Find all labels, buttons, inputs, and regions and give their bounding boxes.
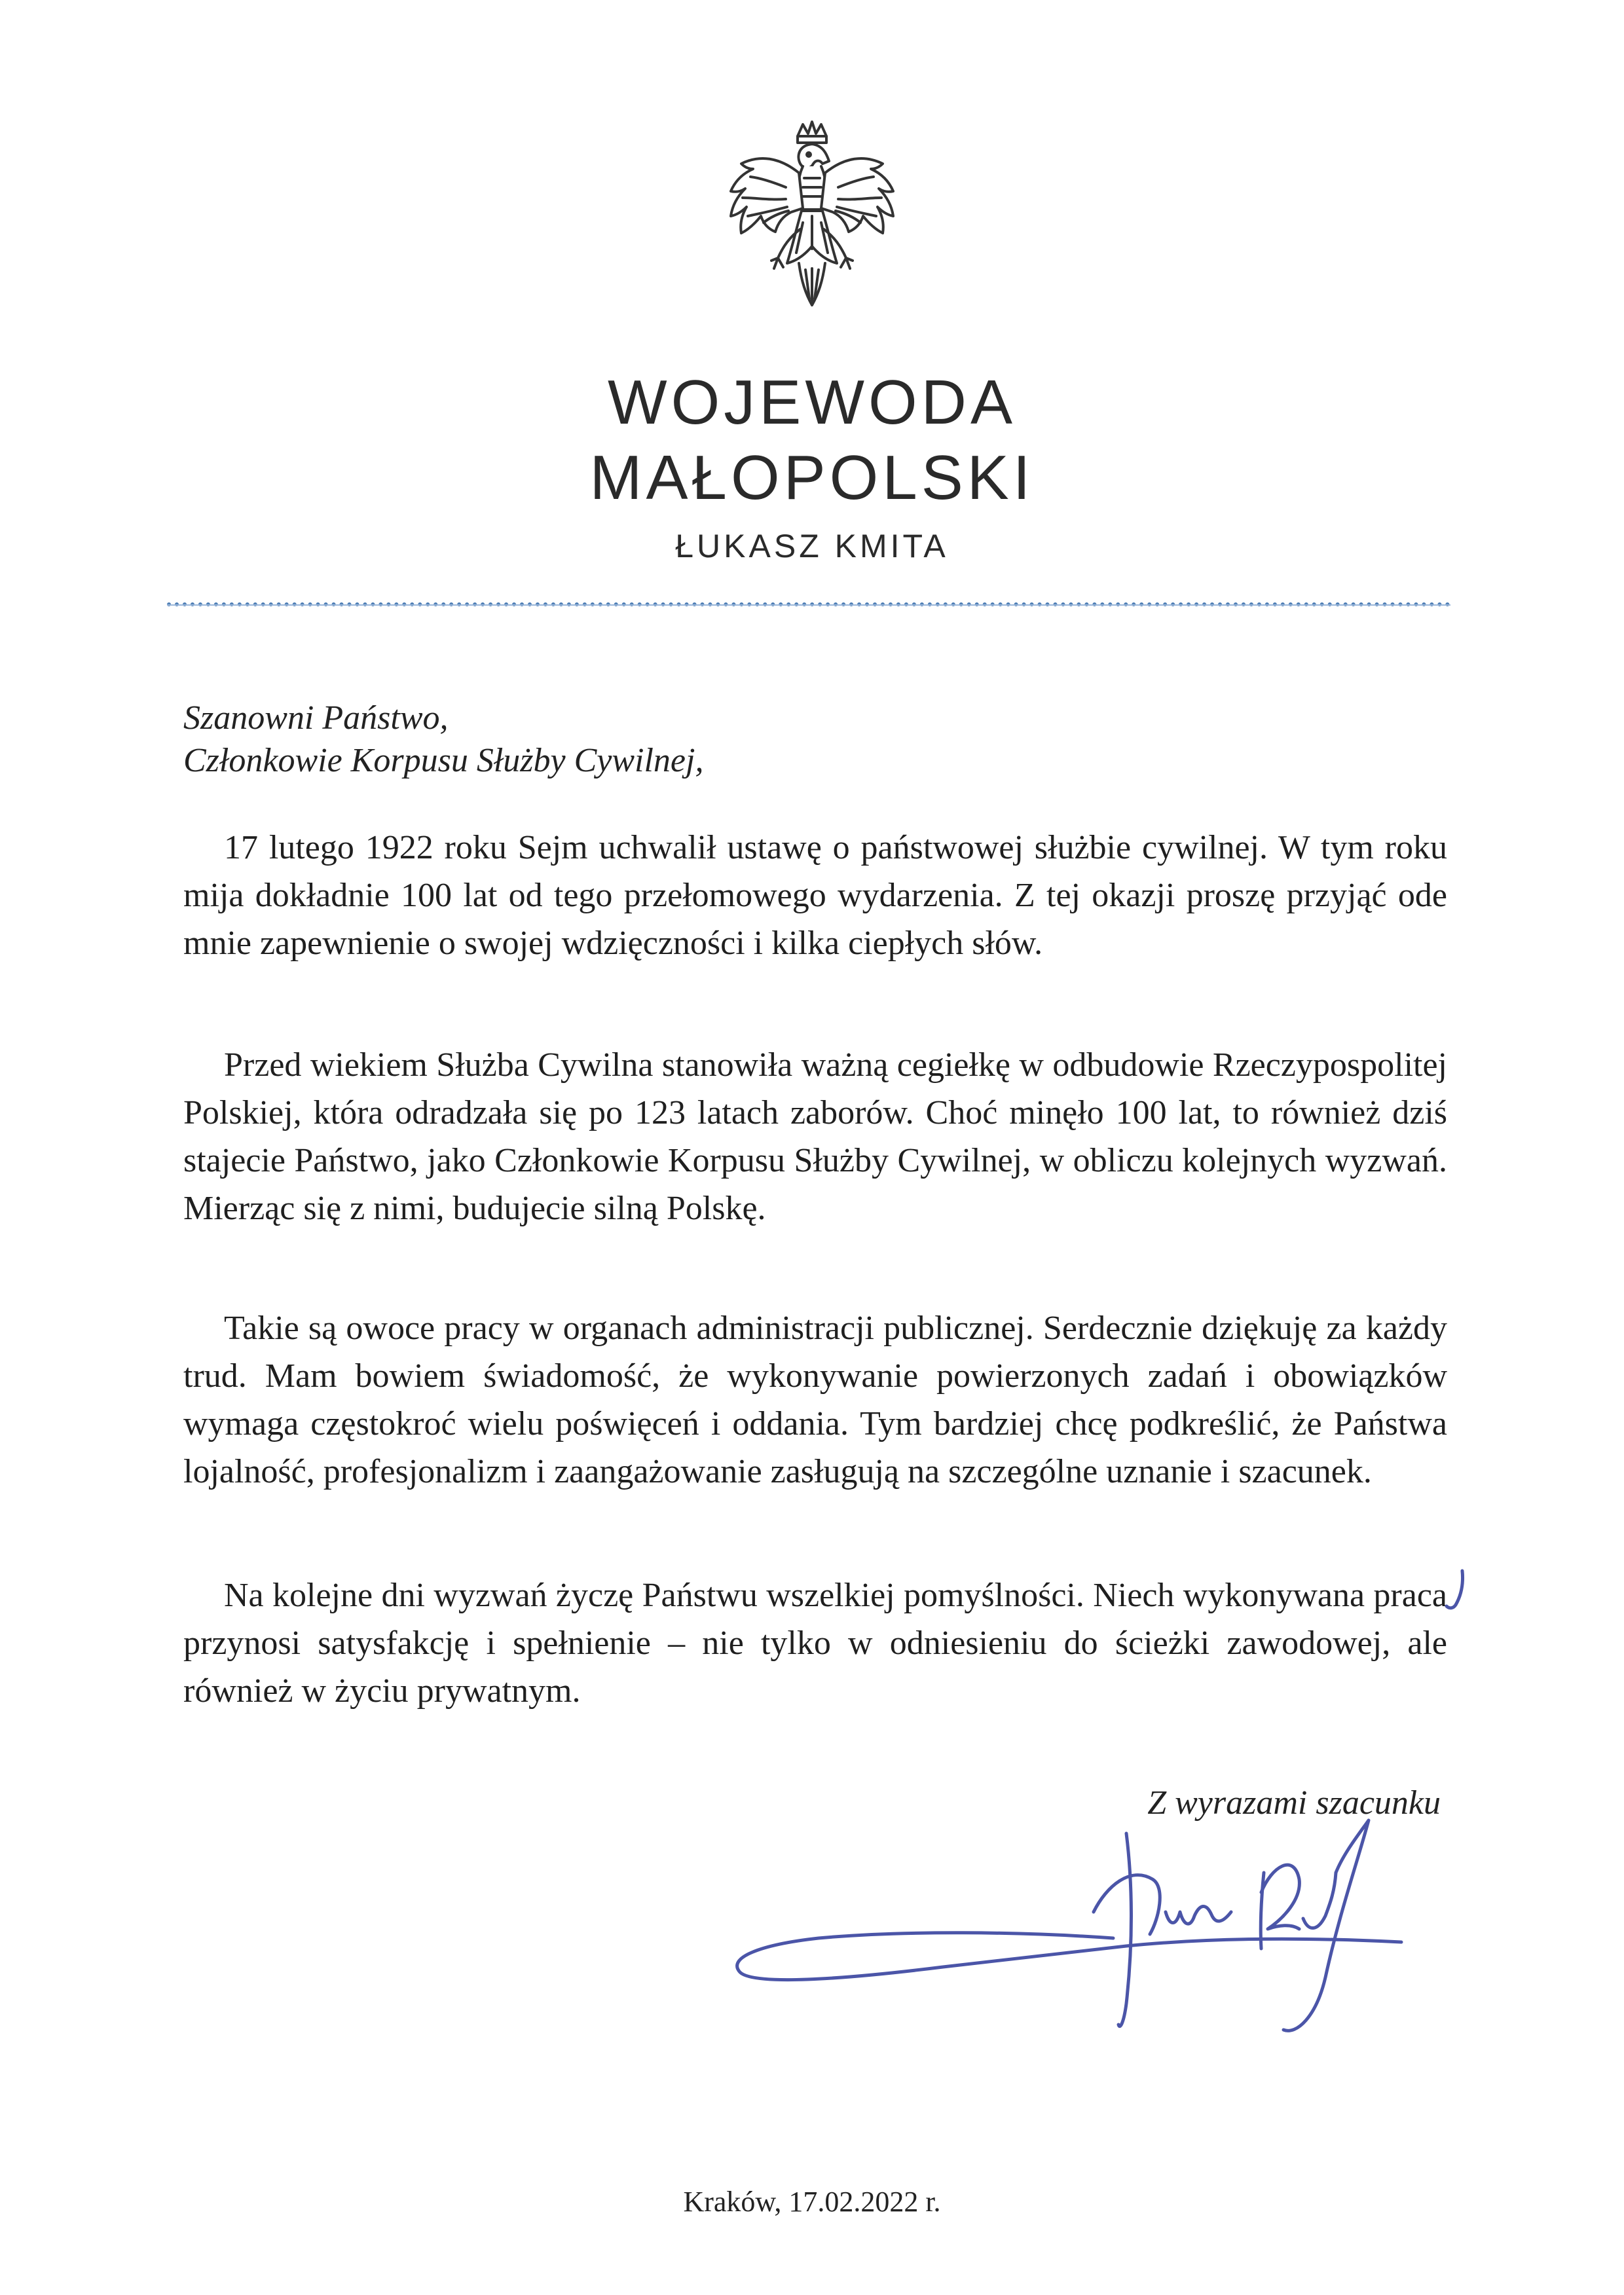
letterhead-divider-underline [167,604,1450,606]
body-paragraph-2: Przed wiekiem Służba Cywilna stanowiła ważną cegiełkę w odbudowie Rzeczypospolitej Polskiej, która odradzała się po 123 latach zaborów. Choć minęło 100 lat, to również dziś stajecie Państwo, jako Członkowie Korpusu Służby Cywilnej, w obliczu kolejnych wyzwań. Mierząc się z nimi, budujecie silną Polskę. [183,1046,1447,1227]
office-holder-name: ŁUKASZ KMITA [675,528,949,564]
greeting-line1: Szanowni Państwo, [183,699,449,737]
body-paragraph-1: 17 lutego 1922 roku Sejm uchwalił ustawę o państwowej służbie cywilnej. W tym roku mija dokładnie 100 lat od tego przełomowego wydarzenia. Z tej okazji proszę przyjąć ode mnie zapewnienie o swojej wdzięczności i kilka ciepłych słów. [183,829,1447,962]
white-eagle-emblem-icon [701,118,923,340]
ink-tick-mark-icon [1444,1568,1470,1614]
office-title-line1: WOJEWODA [608,367,1016,437]
body-paragraph-4: Na kolejne dni wyzwań życzę Państwu wszelkiej pomyślności. Niech wykonywana praca przynosi satysfakcję i spełnienie – nie tylko w odniesieniu do ścieżki zawodowej, ale również w życiu prywatnym. [183,1577,1447,1710]
handwritten-signature-icon [707,1781,1441,2043]
closing-salutation: Z wyrazami szacunku [1147,1784,1441,1822]
greeting-line2: Członkowie Korpusu Służby Cywilnej, [183,742,704,779]
office-title-line2: MAŁOPOLSKI [589,443,1035,513]
place-and-date: Kraków, 17.02.2022 r. [683,2186,941,2218]
body-paragraph-3: Takie są owoce pracy w organach administracji publicznej. Serdecznie dziękuję za każdy trud. Mam bowiem świadomość, że wykonywanie powierzonych zadań i obowiązków wymaga częstokroć wielu poświęceń i oddania. Tym bardziej chcę podkreślić, że Państwa lojalność, profesjonalizm i zaangażowanie zasługują na szczególne uznanie i szacunek. [183,1310,1447,1490]
